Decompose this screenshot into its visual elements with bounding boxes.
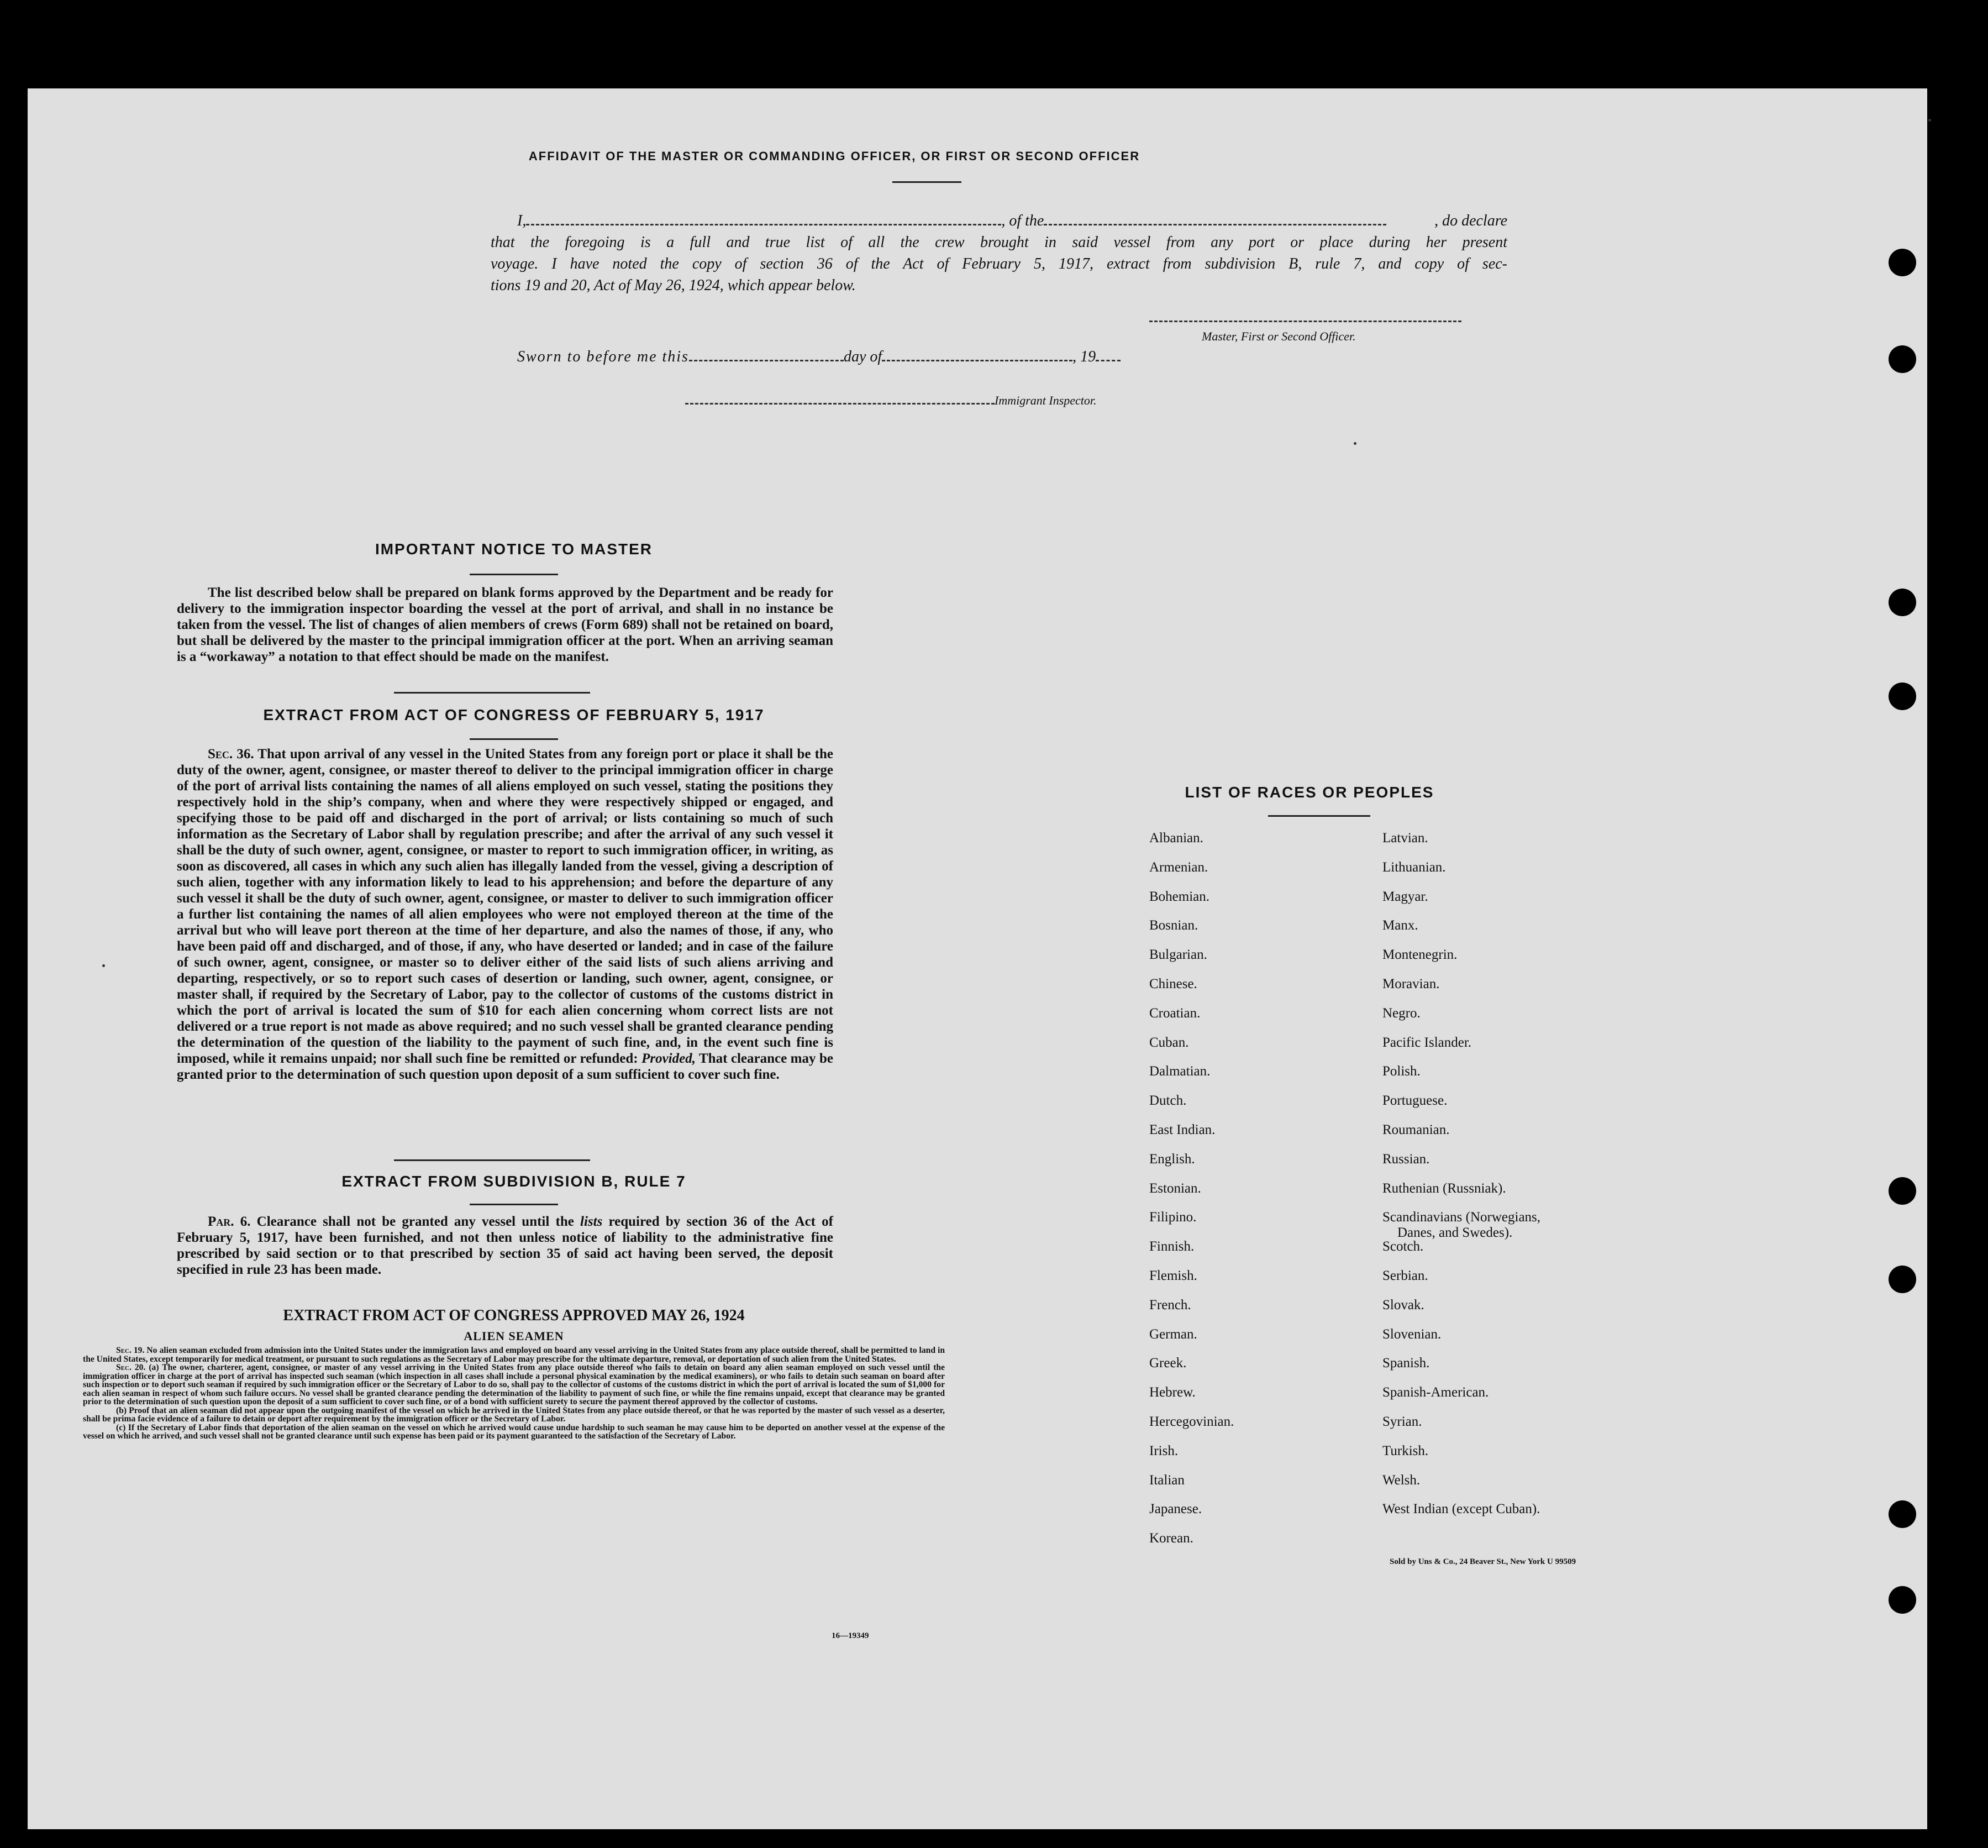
- race-item: Turkish.: [1382, 1443, 1429, 1458]
- sec-20c: (c) If the Secretary of Labor finds that deportation of the alien seaman on the vessel on which he arrived would cause undue hardship to such seaman he may cause him to be deported on another vessel at the expense of the vessel on which he arrived, and such vessel shall not be granted clearance until such expense has been paid or its payment guaranteed to the satisfaction of the Secretary of Labor.: [83, 1422, 945, 1441]
- sworn-day-label: day of: [843, 348, 882, 365]
- sec-19-text: No alien seaman excluded from admission into the United States under the immigration laws and employed on board any vessel arriving in the United States from any place outside thereof, shall be permitted to land in the United States, except temporarily for medical treatment, or pursuant to such regulations as the Secretary of Labor may prescribe for the ultimate departure, removal, or deportation of such alien from the United States.: [83, 1346, 945, 1364]
- race-item: Bulgarian.: [1149, 947, 1207, 963]
- sworn-line: [491, 348, 1121, 366]
- race-item: Dutch.: [1149, 1093, 1187, 1109]
- speck: [1928, 119, 1931, 122]
- declaration-line-3: voyage. I have noted the copy of section 36 of the Act of February 5, 1917, extract from subdivision B, rule 7, and copy of sec-: [491, 255, 1507, 272]
- race-item: Ruthenian (Russniak).: [1382, 1180, 1506, 1196]
- race-item: Chinese.: [1149, 977, 1197, 991]
- race-item: Moravian.: [1382, 977, 1440, 991]
- race-item: French.: [1149, 1297, 1191, 1313]
- provided-label: Provided,: [641, 1051, 696, 1066]
- name-field[interactable]: [526, 218, 1001, 225]
- notice-title: IMPORTANT NOTICE TO MASTER: [375, 540, 653, 558]
- extract-1917-body: [177, 746, 833, 1083]
- master-signature-label: Master, First or Second Officer.: [1202, 329, 1356, 343]
- race-item: Flemish.: [1149, 1268, 1197, 1283]
- races-rule: [1268, 815, 1370, 817]
- extract-1917-rule: [470, 738, 558, 740]
- punch-hole: [1889, 1177, 1916, 1205]
- punch-hole: [1889, 1586, 1916, 1614]
- race-item: Slovak.: [1382, 1297, 1424, 1313]
- sec-20b: (b) Proof that an alien seaman did not appear upon the outgoing manifest of the vessel on which he arrived in the United States from any place outside thereof, or that he was reported by the master of such vessel as a deserter, shall be prima facie evidence of a failure to detain or deport after requirement by the immigration officer or the Secretary of Labor.: [83, 1405, 945, 1424]
- race-item: Dalmatian.: [1149, 1064, 1211, 1079]
- race-item: Greek.: [1149, 1356, 1187, 1371]
- race-item: Welsh.: [1382, 1472, 1421, 1488]
- notice-rule: [470, 574, 558, 575]
- extract-1924-body: [83, 1346, 945, 1441]
- race-item: Lithuanian.: [1382, 859, 1446, 875]
- race-item: Hercegovinian.: [1149, 1414, 1234, 1429]
- race-item: Albanian.: [1149, 831, 1203, 846]
- punch-hole: [1889, 249, 1916, 276]
- extract-1924-title: EXTRACT FROM ACT OF CONGRESS APPROVED MAY 26, 1924: [283, 1307, 745, 1324]
- subdivision-b-title: EXTRACT FROM SUBDIVISION B, RULE 7: [341, 1173, 686, 1190]
- race-item: Portuguese.: [1382, 1093, 1448, 1109]
- sec-20-label: Sec. 20.: [116, 1363, 146, 1372]
- sworn-year-label: , 19: [1072, 348, 1096, 365]
- race-item: Bosnian.: [1149, 918, 1198, 933]
- race-item: Japanese.: [1149, 1502, 1202, 1517]
- par-6-text-a: Clearance shall not be granted any vessel until the: [256, 1214, 574, 1229]
- race-item: Pacific Islander.: [1382, 1035, 1472, 1050]
- section-36-text: That upon arrival of any vessel in the United States from any foreign port or place it shall be the duty of the owner, agent, consignee, or master thereof to deliver to the principal immigration officer in charge of the port of arrival lists containing the names of all aliens employed on such vessel, stating the positions they respectively hold in the ship’s company, when and where they were respectively shipped or engaged, and specifying those to be paid off and discharged in the port of arrival; or lists containing so much of such information as the Secretary of Labor shall by regulation prescribe; and after the arrival of any such vessel it shall be the duty of such owner, agent, consignee, or master to report to such immigration officer, in writing, as soon as discovered, all cases in which any such alien has illegally landed from the vessel, giving a description of such alien, together with any information likely to lead to his apprehension; and before the departure of any such vessel it shall be the duty of such owner, agent, consignee, or master to deliver to such immigration officer a further list containing the names of all alien employees who were not employed thereon at the time of the arrival but who will leave port thereon at the time of her departure, and also the names of those, if any, who have been paid off and discharged, and of those, if any, who have deserted or landed; and in case of the failure of such owner, agent, consignee, or master so to deliver either of the said lists of such aliens arriving and departing, respectively, or so to report such cases of desertion or landing, such owner, agent, consignee, or master shall, if required by the Secretary of Labor, pay to the collector of customs of the customs district in which the port of arrival is located the sum of $10 for each alien concerning whom correct lists are not delivered or a true report is not made as above required; and no such vessel shall be granted clearance pending the determination of the question of the liability to the payment of such fine, and, in the event such fine is imposed, while it remains unpaid; nor shall such fine be remitted or refunded:: [177, 747, 833, 1066]
- punch-hole: [1889, 683, 1916, 710]
- race-item: Irish.: [1149, 1443, 1179, 1458]
- race-item: Montenegrin.: [1382, 947, 1458, 963]
- race-item: Croatian.: [1149, 1005, 1201, 1021]
- race-item: Armenian.: [1149, 859, 1208, 875]
- race-item: Latvian.: [1382, 831, 1428, 846]
- sec-19: [83, 1346, 945, 1363]
- races-title: LIST OF RACES OR PEOPLES: [1185, 784, 1434, 801]
- race-item: Serbian.: [1382, 1268, 1428, 1283]
- race-item: Filipino.: [1149, 1210, 1197, 1225]
- race-item: Cuban.: [1149, 1035, 1189, 1050]
- speck: [1354, 442, 1356, 445]
- par-6-text-b: required by section 36 of the Act of February 5, 1917, have been furnished, and not then unless notice of liability to the administrative fine prescribed by said section or to that prescribed by section 35 of said act having been served, the deposit specified in rule 23 has been made.: [177, 1214, 833, 1277]
- race-item: Russian.: [1382, 1151, 1430, 1167]
- vessel-field[interactable]: [1044, 218, 1386, 225]
- section-36-end: That clearance may be granted prior to the determination of such question upon deposit of a sum sufficient to cover such fine.: [177, 1051, 833, 1082]
- race-item: Syrian.: [1382, 1414, 1422, 1429]
- sworn-year-field[interactable]: [1096, 354, 1121, 361]
- sec-20a: [83, 1363, 945, 1406]
- alien-seamen-subtitle: ALIEN SEAMEN: [464, 1329, 564, 1343]
- affidavit-rule: [892, 181, 961, 183]
- declaration-of-the: , of the: [1001, 212, 1044, 229]
- form-number: 16—19349: [832, 1631, 869, 1640]
- race-item: Spanish.: [1382, 1356, 1430, 1371]
- affidavit-declaration: [491, 210, 1507, 296]
- race-item: Scandinavians (Norwegians,: [1382, 1210, 1541, 1225]
- race-item: Estonian.: [1149, 1180, 1201, 1196]
- race-item: Danes, and Swedes).: [1397, 1225, 1513, 1241]
- race-item: English.: [1149, 1151, 1195, 1167]
- extract-1917-end-rule: [394, 1159, 590, 1161]
- sworn-label: Sworn to before me this: [517, 348, 689, 365]
- punch-hole: [1889, 589, 1916, 616]
- race-item: Scotch.: [1382, 1239, 1424, 1254]
- sec-19-label: Sec. 19.: [116, 1346, 145, 1355]
- extract-1917-title: EXTRACT FROM ACT OF CONGRESS OF FEBRUARY 5, 1917: [263, 706, 765, 723]
- master-signature-line[interactable]: [1149, 321, 1461, 322]
- race-item: East Indian.: [1149, 1122, 1216, 1137]
- inspector-label: Immigrant Inspector.: [995, 393, 1097, 407]
- punch-hole: [1889, 1500, 1916, 1528]
- sold-by-footer: Sold by Uns & Co., 24 Beaver St., New York U 99509: [1390, 1557, 1576, 1566]
- race-item: West Indian (except Cuban).: [1382, 1502, 1540, 1517]
- race-item: Hebrew.: [1149, 1385, 1196, 1400]
- race-item: Manx.: [1382, 918, 1418, 933]
- race-item: Magyar.: [1382, 889, 1428, 904]
- inspector-line: [685, 393, 1097, 408]
- sec-20a-text: (a) The owner, charterer, agent, consignee, or master of any vessel arriving in the United States from any place outside thereof who fails to detain on board any alien seaman employed on such vessel until the immigration officer in charge at the port of arrival has inspected such seaman (which inspection in all cases shall include a personal physical examination by the medical examiners), or who fails to detain such seaman on board after such inspection or to deport such seaman if required by such immigration officer or the Secretary of Labor to do so, shall pay to the collector of customs of the customs district in which the port of arrival is located the sum of $1,000 for each alien seaman in respect of whom such failure occurs. No vessel shall be granted clearance pending the determination of the liability to payment of such fine, or while the fine remains unpaid, except that clearance may be granted prior to the determination of such question upon the deposit of a sum sufficient to cover such fine, or of a bond with sufficient surety to secure the payment thereof approved by the collector of customs.: [83, 1363, 945, 1406]
- notice-body: The list described below shall be prepared on blank forms approved by the Department and be ready for delivery to the immigration inspector boarding the vessel at the port of arrival, and shall in no instance be taken from the vessel. The list of changes of alien members of crews (Form 689) shall not be retained on board, but shall be delivered by the master to the principal immigration officer at the port. When an arriving seaman is a “workaway” a notation to that effect should be made on the manifest.: [177, 585, 833, 664]
- race-item: Finnish.: [1149, 1239, 1195, 1254]
- subdivision-b-body: [177, 1214, 833, 1278]
- affidavit-title: AFFIDAVIT OF THE MASTER OR COMMANDING OFFICER, OR FIRST OR SECOND OFFICER: [528, 149, 1140, 163]
- race-item: Polish.: [1382, 1064, 1421, 1079]
- document-page: [28, 88, 1927, 1829]
- punch-hole: [1889, 345, 1916, 373]
- inspector-signature-field[interactable]: [685, 397, 995, 405]
- declaration-line-1: [491, 210, 1507, 232]
- declaration-line-4: tions 19 and 20, Act of May 26, 1924, which appear below.: [491, 277, 856, 294]
- lists-word: lists: [580, 1214, 603, 1229]
- sworn-month-field[interactable]: [882, 354, 1072, 361]
- race-item: Roumanian.: [1382, 1122, 1450, 1137]
- declaration-do-declare: , do declare: [1434, 212, 1507, 229]
- par-6-label: Par. 6.: [208, 1214, 251, 1229]
- section-36-label: Sec. 36.: [208, 747, 254, 762]
- sworn-day-field[interactable]: [689, 354, 844, 361]
- race-item: Bohemian.: [1149, 889, 1210, 904]
- declaration-i: I,: [517, 212, 527, 229]
- race-item: Spanish-American.: [1382, 1385, 1489, 1400]
- race-item: German.: [1149, 1326, 1197, 1342]
- declaration-line-2: that the foregoing is a full and true list of all the crew brought in said vessel from any port or place during her present: [491, 234, 1507, 251]
- race-item: Negro.: [1382, 1005, 1421, 1021]
- punch-hole: [1889, 1266, 1916, 1293]
- race-item: Korean.: [1149, 1531, 1193, 1546]
- race-item: Italian: [1149, 1472, 1185, 1488]
- subdivision-b-rule: [470, 1204, 558, 1205]
- speck: [102, 964, 105, 967]
- notice-end-rule: [394, 692, 590, 694]
- race-item: Slovenian.: [1382, 1326, 1442, 1342]
